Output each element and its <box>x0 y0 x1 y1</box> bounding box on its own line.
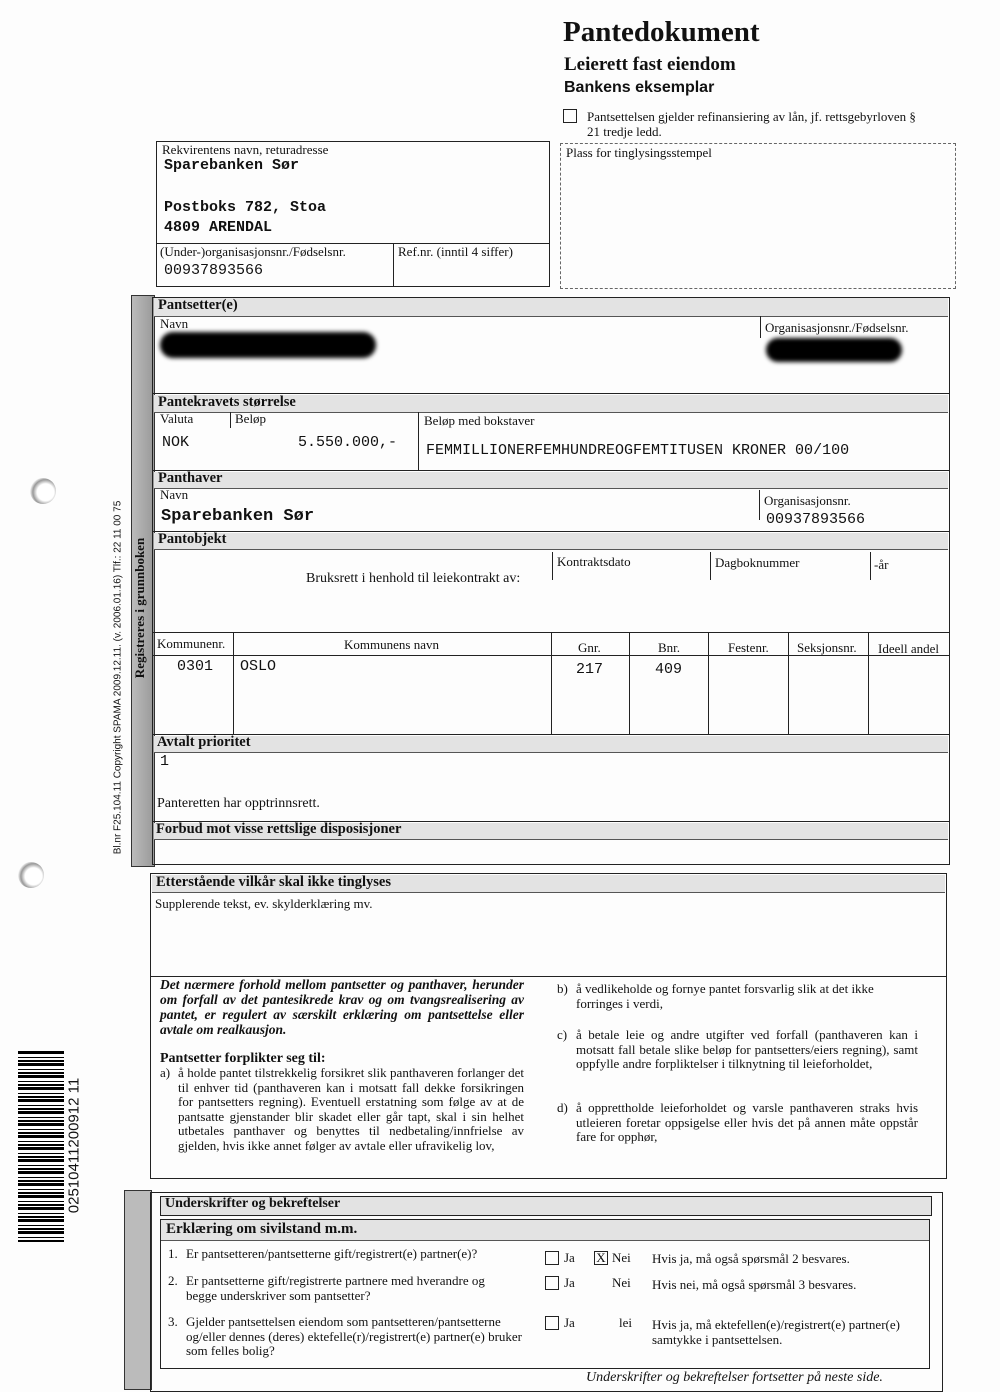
panthaver-name: Sparebanken Sør <box>161 507 315 526</box>
cell-gnr: 217 <box>576 661 604 678</box>
col-gnr: Gnr. <box>578 640 601 655</box>
pantsetter-name-redacted <box>160 332 376 358</box>
etterstaende-header: Etterstående vilkår skal ikke tinglyses <box>156 874 391 890</box>
punch-hole-top <box>30 478 56 504</box>
belop-value: 5.550.000,- <box>298 434 398 451</box>
terms-a-marker: a) <box>160 1065 171 1080</box>
col-kommunenr: Kommunenr. <box>157 636 226 651</box>
panthaver-org-label: Organisasjonsnr. <box>764 493 851 508</box>
q2-number: 2. <box>168 1273 178 1288</box>
terms-c: å betale leie og andre utgifter ved forfall (panthaveren kan i motsatt fall betale slike beløp for pantsetters/eiers regning), samt oppfylle andre forpliktelser i tilknytning til leieforholdet, <box>576 1027 918 1071</box>
forbud-header: Forbud mot visse rettslige disposisjoner <box>156 821 402 837</box>
panthaver-org-value: 00937893566 <box>766 511 866 528</box>
panthaver-name-label: Navn <box>160 487 189 502</box>
prioritet-header-bar <box>154 736 948 753</box>
terms-intro: Det nærmere forhold mellom pantsetter og panthaver, herunder om forfall av det pantesikrede krav og om tvangsrealisering av pantet, er regulert av særskilt erklæring om pantsettelse eller avtale om realkausjon. <box>160 977 524 1037</box>
etterstaende-sub: Supplerende tekst, ev. skylderklæring mv. <box>155 896 373 911</box>
requester-address-1: Postboks 782, Stoa <box>164 199 327 216</box>
stamp-label: Plass for tinglysingsstempel <box>566 145 712 160</box>
q3-nei-label: lei <box>619 1315 632 1330</box>
terms-d: å opprettholde leieforholdet og varsle panthaveren straks hvis utleieren foretar oppsigelse eller hvis det på annen måte oppstår fare for opphør, <box>576 1100 918 1144</box>
cell-kommunens-navn: OSLO <box>240 658 277 675</box>
q2-note: Hvis nei, må også spørsmål 3 besvares. <box>652 1277 857 1292</box>
register-label: Registreres i grunnboken <box>132 537 147 679</box>
ar-label: -år <box>874 557 889 572</box>
sivilstand-header: Erklæring om sivilstand m.m. <box>166 1221 358 1237</box>
requester-org-label: (Under-)organisasjonsnr./Fødselsnr. <box>160 244 346 259</box>
requester-org-value: 00937893566 <box>164 262 264 279</box>
pantsetter-header-bar <box>154 298 948 317</box>
barcode-number: 02510411200912 11 <box>65 1077 83 1214</box>
page-title: Pantedokument <box>563 16 760 48</box>
terms-d-marker: d) <box>557 1100 568 1115</box>
pantobjekt-header: Pantobjekt <box>158 531 227 547</box>
q1-number: 1. <box>168 1246 178 1261</box>
stamp-box <box>560 143 956 289</box>
belop-label: Beløp <box>235 411 267 426</box>
signatures-strip <box>124 1190 152 1390</box>
requester-address-2: 4809 ARENDAL <box>164 219 273 236</box>
pantobjekt-header-bar <box>154 533 948 550</box>
valuta-label: Valuta <box>160 411 194 426</box>
col-seksjonsnr: Seksjonsnr. <box>797 640 857 655</box>
col-festenr: Festenr. <box>728 640 769 655</box>
q2-text: Er pantsetterne gift/registrerte partnere med hverandre og begge underskriver som pantsetter? <box>186 1273 485 1303</box>
kontraktsdato-label: Kontraktsdato <box>557 554 631 569</box>
q1-nei-checkbox-checked[interactable]: X <box>594 1251 608 1265</box>
terms-b-marker: b) <box>557 981 568 996</box>
copy-label: Bankens eksemplar <box>564 79 715 96</box>
signatures-header: Underskrifter og bekreftelser <box>165 1196 341 1211</box>
page-subtitle: Leierett fast eiendom <box>564 54 736 75</box>
requester-label: Rekvirentens navn, returadresse <box>162 142 329 157</box>
q1-text: Er pantsetteren/pantsetterne gift/registrert(e) partner(e)? <box>186 1246 478 1261</box>
copyright-text: Bl.nr F25.104.11 Copyright SPAMA 2009.12.11. (v. 2006.01.16) Tlf.: 22 11 00 75 <box>112 500 124 855</box>
pantsetter-header: Pantsetter(e) <box>158 297 238 313</box>
signatures-footer: Underskrifter og bekreftelser fortsetter på neste side. <box>586 1370 883 1385</box>
bruksrett-text: Bruksrett i henhold til leiekontrakt av: <box>306 571 521 586</box>
col-kommunens-navn: Kommunens navn <box>344 637 439 652</box>
punch-hole-bottom <box>18 862 44 888</box>
q2-ja-checkbox[interactable] <box>545 1276 559 1290</box>
terms-a: å holde pantet tilstrekkelig forsikret slik panthaveren forlanger det til enhver tid (panthaveren kan i motsatt fall dekke forsikringen for pantsetters regning). Eventuell erstatning som følge av at de pantsatte gjenstander blir skadet eller går tapt, skal i sin helhet utbetales panthaver og benyttes til nedbetaling/innfrielse av gjelden, hvis ikke annet følger av avtale eller ufravikelig lov, <box>178 1065 524 1153</box>
belop-bokstaver-label: Beløp med bokstaver <box>424 413 535 428</box>
q2-ja-label: Ja <box>564 1275 575 1290</box>
dagboknummer-label: Dagboknummer <box>715 555 800 570</box>
valuta-value: NOK <box>162 434 190 451</box>
cell-bnr: 409 <box>655 661 683 678</box>
terms-b: å vedlikeholde og fornye pantet forsvarlig slik at det ikke forringes i verdi, <box>576 981 874 1011</box>
refinance-text: Pantsettelsen gjelder refinansiering av lån, jf. rettsgebyrloven § 21 tredje ledd. <box>587 109 916 139</box>
belop-bokstaver-value: FEMMILLIONERFEMHUNDREOGFEMTITUSEN KRONER 00/100 <box>426 442 850 459</box>
q3-number: 3. <box>168 1314 178 1329</box>
prioritet-value: 1 <box>160 753 170 770</box>
terms-forplikter: Pantsetter forplikter seg til: <box>160 1051 326 1066</box>
panthaver-header-bar <box>154 472 948 489</box>
prioritet-note: Panteretten har opptrinnsrett. <box>157 796 320 811</box>
pantsetter-org-label: Organisasjonsnr./Fødselsnr. <box>765 320 909 335</box>
main-form-box <box>152 297 950 865</box>
pantsetter-name-label: Navn <box>160 316 189 331</box>
q1-note: Hvis ja, må også spørsmål 2 besvares. <box>652 1251 850 1266</box>
q1-ja-label: Ja <box>564 1250 575 1265</box>
requester-ref-label: Ref.nr. (inntil 4 siffer) <box>398 244 513 259</box>
col-bnr: Bnr. <box>658 640 681 655</box>
q3-ja-label: Ja <box>564 1315 575 1330</box>
q1-nei-label: Nei <box>612 1250 631 1265</box>
q3-ja-checkbox[interactable] <box>545 1316 559 1330</box>
cell-kommunenr: 0301 <box>177 658 214 675</box>
prioritet-header: Avtalt prioritet <box>157 734 251 750</box>
pantsetter-org-redacted <box>766 338 902 362</box>
panthaver-header: Panthaver <box>158 470 223 486</box>
q2-nei-label: Nei <box>612 1275 631 1290</box>
col-ideell-andel: Ideell andel <box>878 641 939 656</box>
pantekrav-header: Pantekravets størrelse <box>158 394 296 410</box>
q1-ja-checkbox[interactable] <box>545 1251 559 1265</box>
barcode <box>18 1050 64 1242</box>
terms-c-marker: c) <box>557 1027 568 1042</box>
q3-text: Gjelder pantsettelsen eiendom som pantsetteren/pantsetterne og/eller dennes (deres) ektefelle(r)/registrert(e) partner(e) bruker som felles bolig? <box>186 1314 523 1358</box>
requester-name: Sparebanken Sør <box>164 157 300 174</box>
refinance-checkbox[interactable] <box>563 109 577 123</box>
q3-note: Hvis ja, må ektefellen(e)/registrert(e) partner(e) samtykke i pantsettelsen. <box>652 1317 900 1347</box>
